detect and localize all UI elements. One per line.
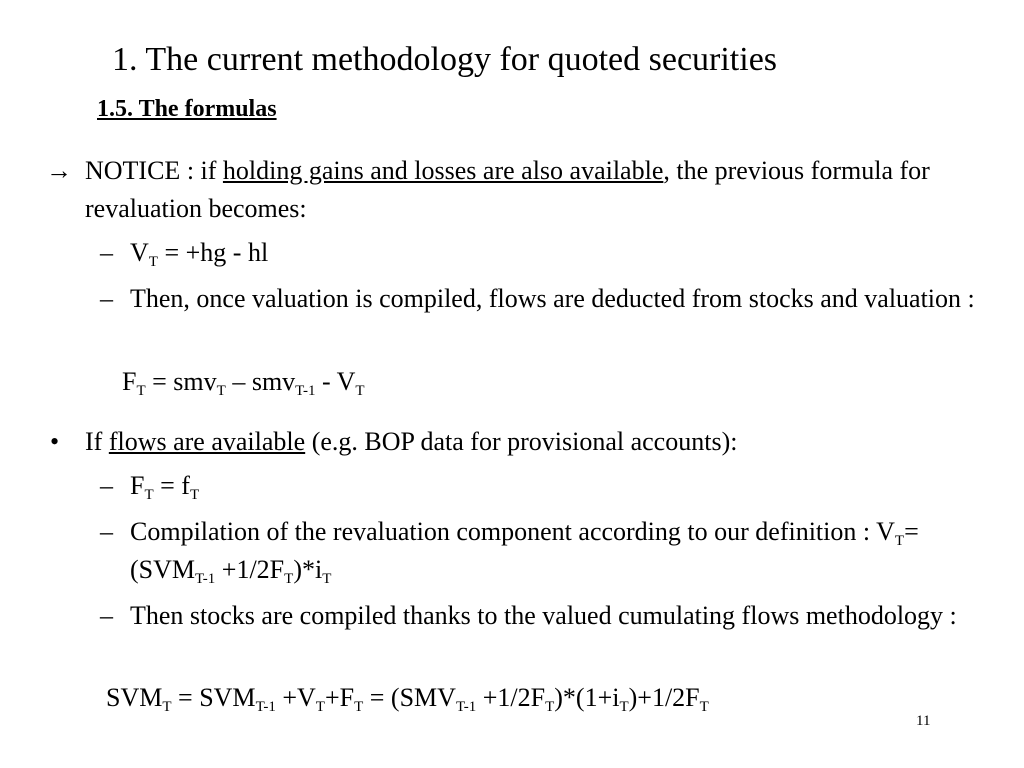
flows-item-2: Compilation of the revaluation component according to our definition : $V_T= (SVM_{T-1} +1/2F_T)*i_T$ (130, 517, 919, 587)
flows-item-3: Then stocks are compiled thanks to the valued cumulating flows methodology : (130, 601, 957, 630)
flows-item-1: $F_T = f_T$ (130, 471, 200, 503)
notice-underlined: holding gains and losses are also available (222, 156, 664, 185)
slide-title: 1. The current methodology for quoted securities (112, 41, 778, 78)
dash-bullet: – (100, 471, 113, 500)
dash-bullet: – (100, 601, 113, 630)
arrow-bullet-icon: → (46, 156, 72, 185)
dash-bullet: – (100, 238, 113, 267)
flows-paragraph: If flows are available (e.g. BOP data for provisional accounts): (85, 427, 738, 456)
round-bullet: • (50, 427, 60, 456)
stocks-formula: $SVM_T = SVM_{T-1} +V_T+F_T = (SMV_{T-1} +1/2F_T)*(1+i_T)+1/2F_T$ (106, 683, 709, 715)
flows-deduction-formula: $F_T = smv_T - smv_{T-1} - V_T$ (122, 367, 365, 399)
notice-prefix: NOTICE : if (85, 156, 223, 185)
flows-underlined: flows are available (108, 427, 306, 456)
section-heading: 1.5. The formulas (97, 96, 277, 122)
dash-bullet: – (100, 284, 113, 313)
notice-item-1: $V_T = +hg$ - hl (130, 238, 269, 270)
notice-item-2: Then, once valuation is compiled, flows are deducted from stocks and valuation : (130, 284, 975, 313)
page-number: 11 (916, 713, 931, 729)
notice-suffix: , the previous formula for revaluation becomes: (85, 156, 930, 223)
dash-bullet: – (100, 517, 113, 546)
notice-paragraph (85, 152, 975, 228)
